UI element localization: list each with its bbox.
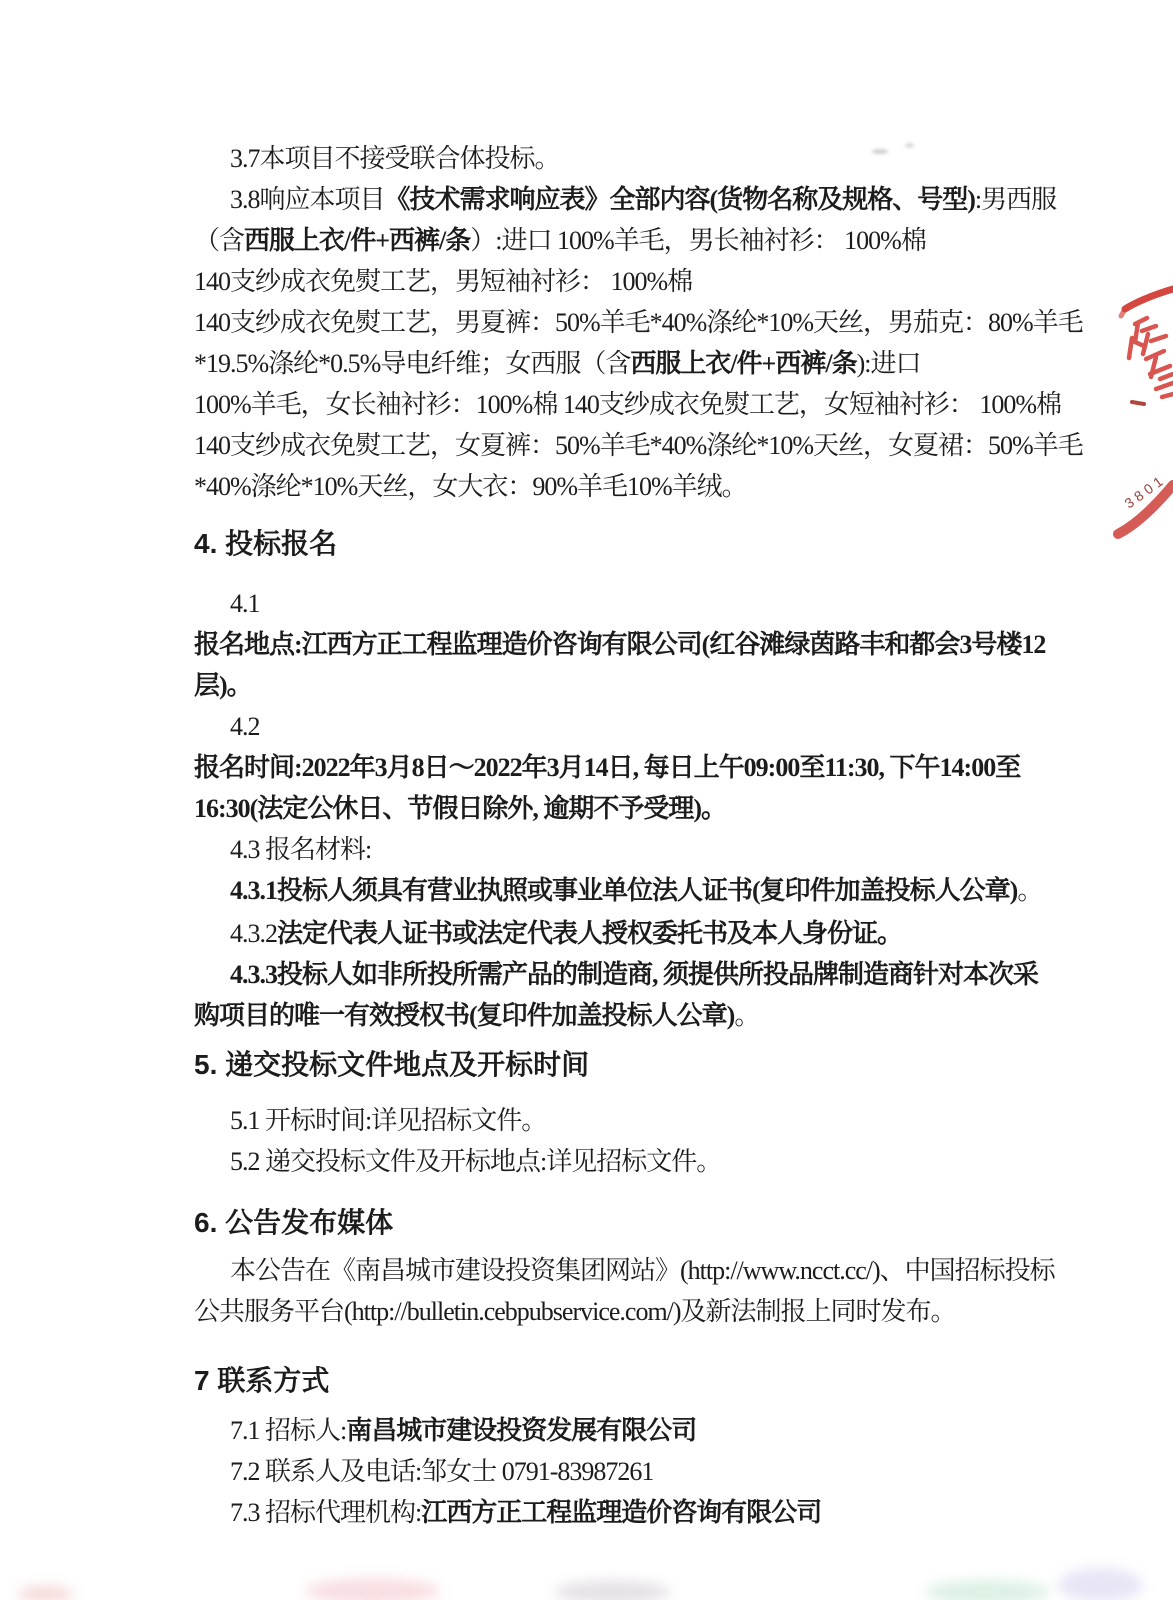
scan-smudge <box>1058 1568 1143 1600</box>
text-line: 4.3 报名材料: <box>230 835 372 864</box>
text-line: 4.1 <box>230 589 260 618</box>
text-line: 4. 投标报名 <box>194 528 338 559</box>
para-6-1 <box>194 1250 1054 1332</box>
text-line: 5.1 开标时间:详见招标文件。 <box>230 1106 547 1135</box>
text-line: 140支纱成衣免熨工艺，男夏裤：50%羊毛*40%涤纶*10%天丝，男茄克：80%羊毛 <box>194 308 1083 337</box>
text-line: 5.2 递交投标文件及开标地点:详见招标文件。 <box>230 1147 722 1176</box>
text-line: 本公告在《南昌城市建设投资集团网站》(http://www.ncct.cc/)、中国招标投标 <box>230 1256 1055 1285</box>
heading-6 <box>194 1200 1054 1246</box>
para-5-1 <box>194 1100 1054 1141</box>
seal-character-strokes <box>1129 318 1173 397</box>
text-line: 16:30(法定公休日、节假日除外, 逾期不予受理)。 <box>194 794 726 823</box>
para-3-8 <box>194 179 1083 507</box>
text-line: 7 联系方式 <box>194 1365 330 1396</box>
text-line: （含西服上衣/件+西裤/条）:进口 100%羊毛，男长袖衬衫： 100%棉 <box>194 226 926 255</box>
red-seal-stamp-partial <box>1085 278 1173 540</box>
text-line: 140支纱成衣免熨工艺，男短袖衬衫： 100%棉 <box>194 267 693 296</box>
text-line: 3.8响应本项目《技术需求响应表》全部内容(货物名称及规格、号型):男西服 <box>230 185 1057 214</box>
para-4-3-3 <box>194 954 1054 1036</box>
heading-5 <box>194 1042 1054 1088</box>
para-7-3 <box>194 1492 1054 1533</box>
text-line: 6. 公告发布媒体 <box>194 1207 394 1238</box>
text-line: 7.1 招标人:南昌城市建设投资发展有限公司 <box>230 1416 697 1445</box>
scan-smudge <box>18 1586 73 1600</box>
para-4-3 <box>194 829 1054 870</box>
heading-4 <box>194 521 1054 567</box>
text-line: 4.3.3投标人如非所投所需产品的制造商, 须提供所投品牌制造商针对本次采 <box>230 960 1039 989</box>
heading-7 <box>194 1358 1054 1404</box>
text-line: 7.2 联系人及电话:邹女士 0791-83987261 <box>230 1457 654 1486</box>
seal-serial-digits: 3801 <box>1121 470 1169 512</box>
para-3-7 <box>194 138 1054 179</box>
scan-speck <box>872 149 888 154</box>
text-line: 4.2 <box>230 712 260 741</box>
text-line: 3.7本项目不接受联合体投标。 <box>230 144 560 173</box>
text-line: 购项目的唯一有效授权书(复印件加盖投标人公章)。 <box>194 1001 760 1030</box>
text-line: *19.5%涤纶*0.5%导电纤维；女西服（含西服上衣/件+西裤/条):进口 <box>194 349 921 378</box>
scan-smudge <box>555 1580 670 1600</box>
text-line: 4.3.1投标人须具有营业执照或事业单位法人证书(复印件加盖投标人公章)。 <box>230 876 1043 905</box>
text-line: 7.3 招标代理机构:江西方正工程监理造价咨询有限公司 <box>230 1498 822 1527</box>
para-7-1 <box>194 1410 1054 1451</box>
text-line: 报名时间:2022年3月8日～2022年3月14日, 每日上午09:00至11:30, 下午14:00至 <box>194 753 1021 782</box>
scan-smudge <box>925 1580 1050 1600</box>
text-line: 140支纱成衣免熨工艺，女夏裤：50%羊毛*40%涤纶*10%天丝，女夏裙：50%羊毛 <box>194 431 1083 460</box>
text-line: 公共服务平台(http://bulletin.cebpubservice.com/)及新法制报上同时发布。 <box>194 1297 956 1326</box>
para-4-3-1 <box>194 870 1054 911</box>
para-4-2 <box>194 706 1054 829</box>
text-line: 报名地点:江西方正工程监理造价咨询有限公司(红谷滩绿茵路丰和都会3号楼12 <box>194 630 1046 659</box>
para-7-2 <box>194 1451 1054 1492</box>
text-line: 100%羊毛，女长袖衬衫：100%棉 140支纱成衣免熨工艺，女短袖衬衫： 100%棉 <box>194 390 1061 419</box>
text-line: 层)。 <box>194 671 252 700</box>
text-line: 4.3.2法定代表人证书或法定代表人授权委托书及本人身份证。 <box>230 919 903 948</box>
para-5-2 <box>194 1141 1054 1182</box>
scan-speck <box>905 143 914 148</box>
text-line: 5. 递交投标文件地点及开标时间 <box>194 1049 590 1080</box>
document-body <box>194 138 1083 1533</box>
para-4-1 <box>194 583 1054 706</box>
scan-smudge <box>305 1578 440 1600</box>
text-line: *40%涤纶*10%天丝，女大衣：90%羊毛10%羊绒。 <box>194 472 747 501</box>
para-4-3-2 <box>194 913 1054 954</box>
